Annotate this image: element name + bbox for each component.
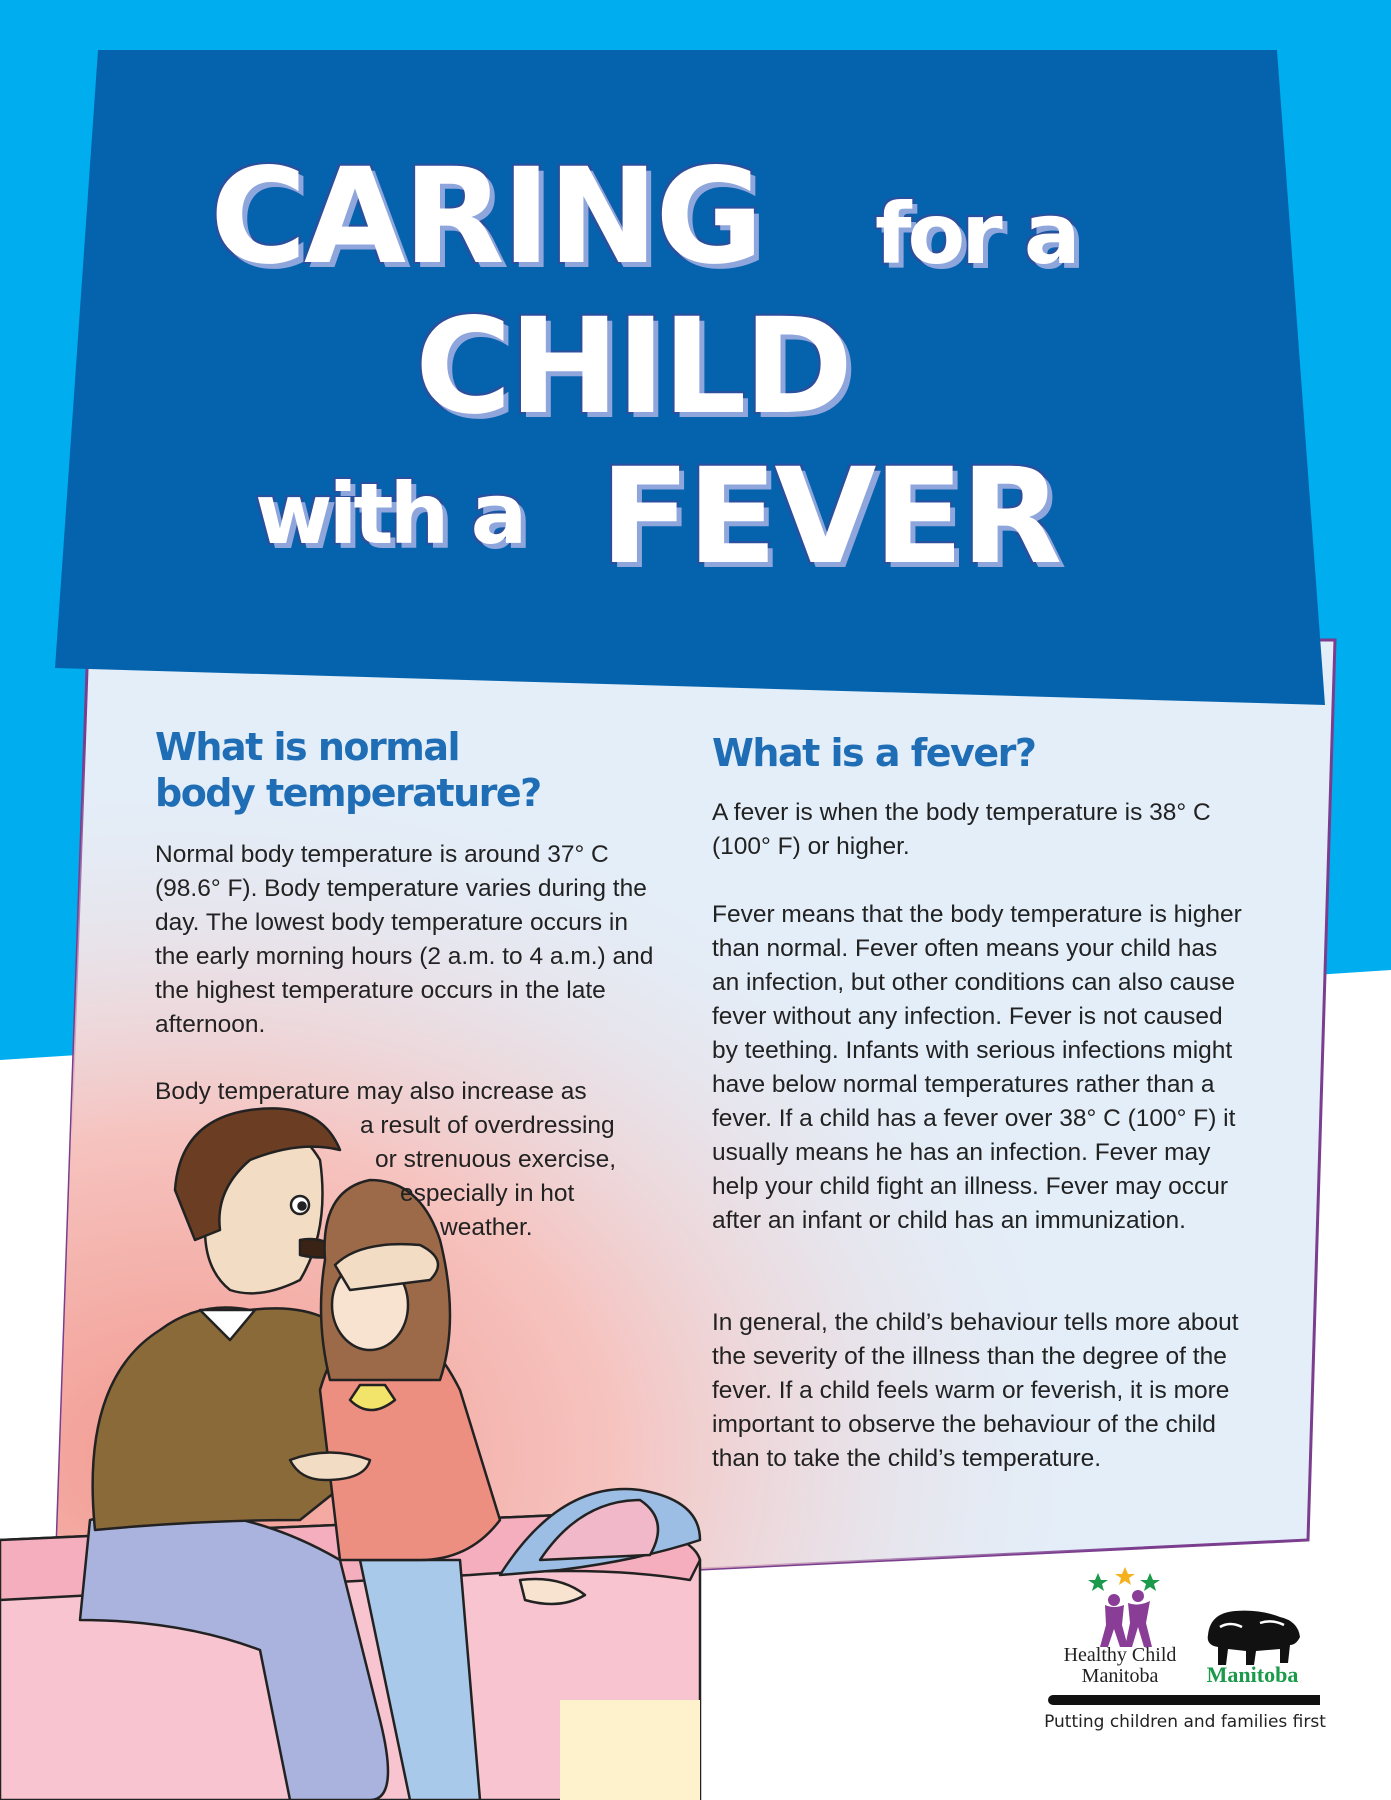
left-paragraph-1: Normal body temperature is around 37° C (98.6° F). Body temperature varies during the day. The lowest body temperature occurs in the early morning hours (2 a.m. to 4 a.m.) and the highest temperature occurs in the late afternoon. (155, 841, 654, 1038)
right-heading: What is a fever? (712, 731, 1036, 775)
bison-logo-icon (1200, 1605, 1305, 1670)
hcm-name (1050, 1645, 1190, 1687)
right-paragraph-2: Fever means that the body temperature is higher than normal. Fever often means your child has an infection, but other conditions can also cause fever without any infection. Fever is not caused by teething. Infants with serious infections might have below normal temperatures rather than a fever. If a child has a fever over 38° C (100° F) it usually means he has an infection. Fever may help your child fight an illness. Fever may occur after an infant or child has an immunization. (712, 901, 1242, 1234)
healthy-child-logo-icon (1080, 1565, 1170, 1655)
right-paragraph-1: A fever is when the body temperature is 38° C (100° F) or higher. (712, 799, 1211, 860)
footer-tagline: Putting children and families first (1044, 1712, 1326, 1732)
left-heading-line1: What is normal (155, 725, 460, 769)
hcm-line1: Healthy Child (1063, 1644, 1177, 1666)
left-paragraph-2-line: a result of overdressing (360, 1112, 615, 1139)
manitoba-name: Manitoba (1206, 1662, 1299, 1687)
title-child: CHILD (415, 290, 851, 444)
hcm-line2: Manitoba (1081, 1665, 1159, 1687)
right-paragraph-3: In general, the child’s behaviour tells more about the severity of the illness than the degree of the fever. If a child feels warm or feverish, it is more important to observe the behaviour of the child than to take the child’s temperature. (712, 1309, 1239, 1472)
left-heading-line2: body temperature? (155, 771, 541, 815)
left-heading (155, 724, 675, 816)
title-caring: CARING (210, 140, 761, 294)
left-paragraph-2-line: especially in hot (400, 1180, 575, 1207)
left-paragraph-2-line: Body temperature may also increase as (155, 1078, 587, 1105)
title-for-a: for a (875, 185, 1077, 283)
footer-rule (1048, 1695, 1320, 1705)
left-paragraph-2-line: weather. (440, 1214, 533, 1241)
title-fever: FEVER (600, 440, 1060, 594)
title-with-a: with a (255, 465, 524, 563)
left-paragraph-2-line: or strenuous exercise, (375, 1146, 617, 1173)
